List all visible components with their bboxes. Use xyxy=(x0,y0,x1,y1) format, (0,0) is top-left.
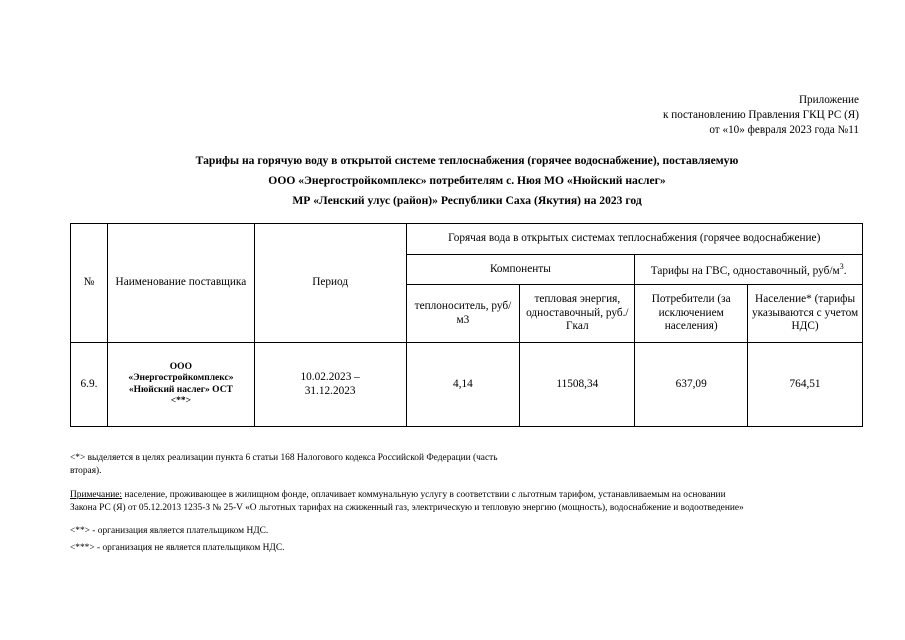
header-tariffs-sup: 3 xyxy=(839,262,844,272)
title-line-1: Тарифы на горячую воду в открытой системе теплоснабжения (горячее водоснабжение), поставляемую xyxy=(195,154,739,167)
appendix-line-2: к постановлению Правления ГКЦ РС (Я) xyxy=(662,109,859,121)
row-num: 6.9. xyxy=(71,343,108,427)
title-line-2: ООО «Энергостройкомплекс» потребителям с. Нюя МО «Нюйский наслег» xyxy=(268,174,666,187)
note-1-line-1: <*> выделяется в целях реализации пункта 6 статьи 168 Налогового кодекса Российской Федерации (часть xyxy=(70,453,498,463)
row-energy: 11508,34 xyxy=(520,343,635,427)
supplier-line-1: ООО xyxy=(169,361,192,372)
supplier-line-2: «Энергостройкомплекс» xyxy=(128,373,234,383)
header-period: Период xyxy=(254,224,406,343)
header-population: Население* (тарифы указываются с учетом НДС) xyxy=(748,285,863,343)
remark-text-1: население, проживающее в жилищном фонде, оплачивает коммунальную услугу в соответствии с льготным тарифом, устанавливаемым на основании xyxy=(122,490,726,500)
note-1-line-2: вторая). xyxy=(70,465,102,476)
not-vat-payer-note: <***> - организация не является плательщиком НДС. xyxy=(70,542,285,553)
supplier-line-3: «Нюйский наслег» ОСТ xyxy=(128,384,233,395)
header-consumers: Потребители (за исключением населения) xyxy=(635,285,748,343)
remark-line-1 xyxy=(70,489,870,502)
header-tariffs-text: Тарифы на ГВС, одноставочный, руб/м xyxy=(650,265,840,278)
notes-block xyxy=(70,452,870,554)
header-supplier: Наименование поставщика xyxy=(107,224,254,343)
row-population: 764,51 xyxy=(748,343,863,427)
table-row xyxy=(71,343,863,427)
appendix-line-3: от «10» февраля 2023 года №11 xyxy=(709,124,859,136)
header-tariffs-tail: . xyxy=(843,265,847,278)
appendix-block xyxy=(663,93,859,138)
tariff-table xyxy=(70,223,863,427)
row-period xyxy=(254,343,406,427)
remark-label: Примечание: xyxy=(70,490,123,500)
supplier-line-4: <**> xyxy=(170,396,192,406)
header-carrier: теплоноситель, руб/м3 xyxy=(406,285,520,343)
title-line-3: МР «Ленский улус (район)» Республики Саха (Якутия) на 2023 год xyxy=(292,194,642,207)
header-hot-water-group: Горячая вода в открытых системах теплоснабжения (горячее водоснабжение) xyxy=(406,224,863,255)
period-line-2: 31.12.2023 xyxy=(304,384,356,397)
remark-line-2: Закона РС (Я) от 05.12.2013 1235-З № 25-V «О льготных тарифах на сжиженный газ, электрическую и тепловую энергию (мощность), водоснабжение и водоотведение» xyxy=(70,502,744,513)
header-num: № xyxy=(71,224,108,343)
vat-payer-note: <**> - организация является плательщиком НДС. xyxy=(70,526,269,536)
row-supplier xyxy=(107,343,254,427)
row-consumers: 637,09 xyxy=(635,343,748,427)
row-carrier: 4,14 xyxy=(406,343,520,427)
header-energy: тепловая энергия, одноставочный, руб./Гкал xyxy=(520,285,635,343)
header-components: Компоненты xyxy=(406,255,635,285)
header-tariffs xyxy=(635,255,863,285)
period-line-1: 10.02.2023 – xyxy=(300,371,360,383)
appendix-line-1: Приложение xyxy=(798,94,859,106)
document-title xyxy=(72,151,862,211)
